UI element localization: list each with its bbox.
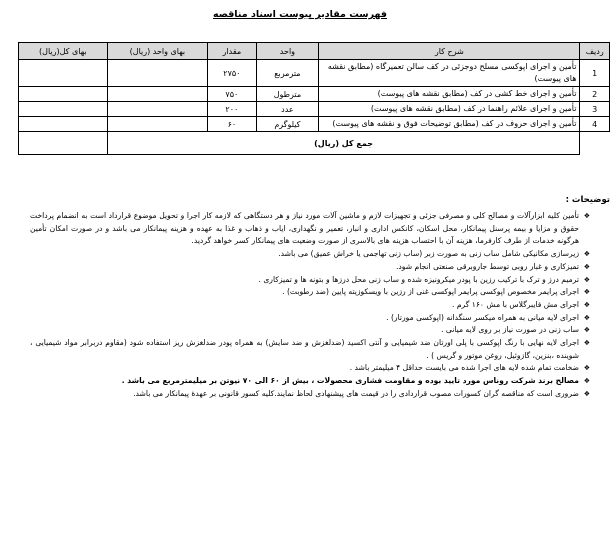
diamond-bullet-icon: ❖ xyxy=(583,389,590,398)
note-text: تمیزکاری و غبار روبی توسط جاروبرقی صنعتی انجام شود. xyxy=(396,261,579,271)
note-text: ضروری است که مناقصه گران کسورات مصوب قراردادی را در قیمت های پیشنهادی لحاظ نمایند.کلیه کسور قانونی بر عهدهٔ پیمانکار می باشد. xyxy=(133,388,579,398)
diamond-bullet-icon: ❖ xyxy=(583,313,590,322)
header-description: شرح کار xyxy=(319,43,580,60)
list-item xyxy=(30,388,590,401)
note-text: ساب زنی در صورت نیاز بر روی لایه میانی . xyxy=(441,325,579,335)
row-total-price xyxy=(19,60,108,87)
diamond-bullet-icon: ❖ xyxy=(583,288,590,297)
row-description: تأمین و اجرای حروف در کف (مطابق توضیحات فوق و نقشه های پیوست) xyxy=(319,117,580,132)
document-title: فهرست مقادیر پیوست اسناد مناقصه xyxy=(212,9,388,20)
note-text: اجرای لایه نهایی با رنگ اپوکسی با پلی اورتان ضد شیمیایی و آنتی اکسید (ضدلغزش و ضد سایش) به همراه پودر ضدلغزش ریز استفاده شود (مقاوم دربرابر مواد شیمیایی ، شوینده ،بنزین، گازوئیل، روغن موتور و گریس ) . xyxy=(30,338,579,360)
diamond-bullet-icon: ❖ xyxy=(583,339,590,348)
list-item xyxy=(30,274,590,287)
row-unit: مترطول xyxy=(256,87,319,102)
grand-total-label: جمع کل (ریال) xyxy=(107,132,580,155)
notes-heading: توضیحات : xyxy=(565,195,610,205)
row-description: تأمین و اجرای علائم راهنما در کف (مطابق نقشه های پیوست) xyxy=(319,102,580,117)
total-row xyxy=(19,132,610,155)
table-row xyxy=(19,117,610,132)
row-unit-price xyxy=(107,60,207,87)
bill-of-quantities-table xyxy=(18,42,610,155)
row-unit-price xyxy=(107,87,207,102)
header-unit: واحد xyxy=(256,43,319,60)
note-text: اجرای لایه میانی به همراه میکسر سنگدانه (اپوکسی مورتار) . xyxy=(386,312,579,322)
diamond-bullet-icon: ❖ xyxy=(583,364,590,373)
header-total-price: بهای کل(ریال) xyxy=(19,43,108,60)
row-unit-price xyxy=(107,102,207,117)
table-header-row xyxy=(19,43,610,60)
diamond-bullet-icon: ❖ xyxy=(583,326,590,335)
row-number: 2 xyxy=(580,87,610,102)
list-item xyxy=(30,299,590,312)
notes-list xyxy=(30,210,590,401)
diamond-bullet-icon: ❖ xyxy=(583,275,590,284)
table-row xyxy=(19,102,610,117)
row-number: 1 xyxy=(580,60,610,87)
row-total-price xyxy=(19,117,108,132)
list-item xyxy=(30,210,590,248)
row-number: 3 xyxy=(580,102,610,117)
list-item xyxy=(30,261,590,274)
table-row xyxy=(19,60,610,87)
note-text: تأمین کلیه ابزارآلات و مصالح کلی و مصرفی جزئی و تجهیزات لازم و ماشین آلات مورد نیاز و هر دستگاهی که لازمه کار اجرا و تحویل موضوع قرارداد است به انضمام پرداخت حقوق و مزایا و بیمه پرسنل پیمانکار، محل اسکان، کانکس اداری و انبار، تعمیر و نگهداری، ایاب و ذهاب و غذا به عهده و هزینه پیمانکار می باشد و در صورت امکان تأمین هرگونه خدمات از طرف کارفرما، هزینه آن با احتساب هزینه های بالاسری از صورت وضعیت های پیمانکار کسر خواهد گردید. xyxy=(30,211,579,246)
row-unit: کیلوگرم xyxy=(256,117,319,132)
row-description: تأمین و اجرای خط کشی در کف (مطابق نقشه های پیوست) xyxy=(319,87,580,102)
note-text: ترمیم درز و ترک با ترکیب رزین با پودر میکرونیزه شده و ساب زنی محل درزها و بتونه ها و تمیزکاری . xyxy=(258,274,579,284)
list-item xyxy=(30,324,590,337)
row-total-price xyxy=(19,102,108,117)
row-quantity: ۶۰ xyxy=(208,117,256,132)
table-row xyxy=(19,87,610,102)
note-text: اجرای پرایمر مخصوص اپوکسی پرایمر اپوکسی غنی از رزین با ویسکوزیته پایین (ضد رطوبت) . xyxy=(282,287,579,297)
list-item xyxy=(30,286,590,299)
row-quantity: ۲۰۰ xyxy=(208,102,256,117)
row-unit: مترمربع xyxy=(256,60,319,87)
list-item xyxy=(30,375,590,388)
diamond-bullet-icon: ❖ xyxy=(583,262,590,271)
row-number: 4 xyxy=(580,117,610,132)
diamond-bullet-icon: ❖ xyxy=(583,250,590,259)
note-text: ضخامت تمام شده لایه های اجرا شده می بایست حداقل ۴ میلیمتر باشد . xyxy=(349,363,579,373)
header-quantity: مقدار xyxy=(208,43,256,60)
list-item xyxy=(30,337,590,362)
row-unit: عدد xyxy=(256,102,319,117)
row-quantity: ۲۷۵۰ xyxy=(208,60,256,87)
row-description: تأمین و اجرای اپوکسی مسلح دوجزئی در کف سالن تعمیرگاه (مطابق نقشه های پیوست) xyxy=(319,60,580,87)
note-text: زیرسازی مکانیکی شامل ساب زنی به صورت زبر (ساب زنی تهاجمی یا خراش عمیق) می باشد. xyxy=(278,249,579,259)
row-unit-price xyxy=(107,117,207,132)
row-total-price xyxy=(19,87,108,102)
list-item xyxy=(30,362,590,375)
header-unit-price: بهای واحد (ریال) xyxy=(107,43,207,60)
grand-total-value xyxy=(19,132,108,155)
total-row-spacer xyxy=(580,132,610,155)
diamond-bullet-icon: ❖ xyxy=(583,377,590,386)
header-row-number: ردیف xyxy=(580,43,610,60)
list-item xyxy=(30,248,590,261)
row-quantity: ۷۵۰ xyxy=(208,87,256,102)
diamond-bullet-icon: ❖ xyxy=(583,300,590,309)
note-text: اجرای مش فایبرگلاس با مش ۱۶۰ گرم . xyxy=(452,299,579,309)
list-item xyxy=(30,312,590,325)
diamond-bullet-icon: ❖ xyxy=(583,212,590,220)
note-text: مصالح برند شرکت روناس مورد تایید بوده و مقاومت فشاری محصولات ، بیش از ۶۰ الی ۷۰ نیوتن بر میلیمترمربع می باشد . xyxy=(121,376,579,386)
